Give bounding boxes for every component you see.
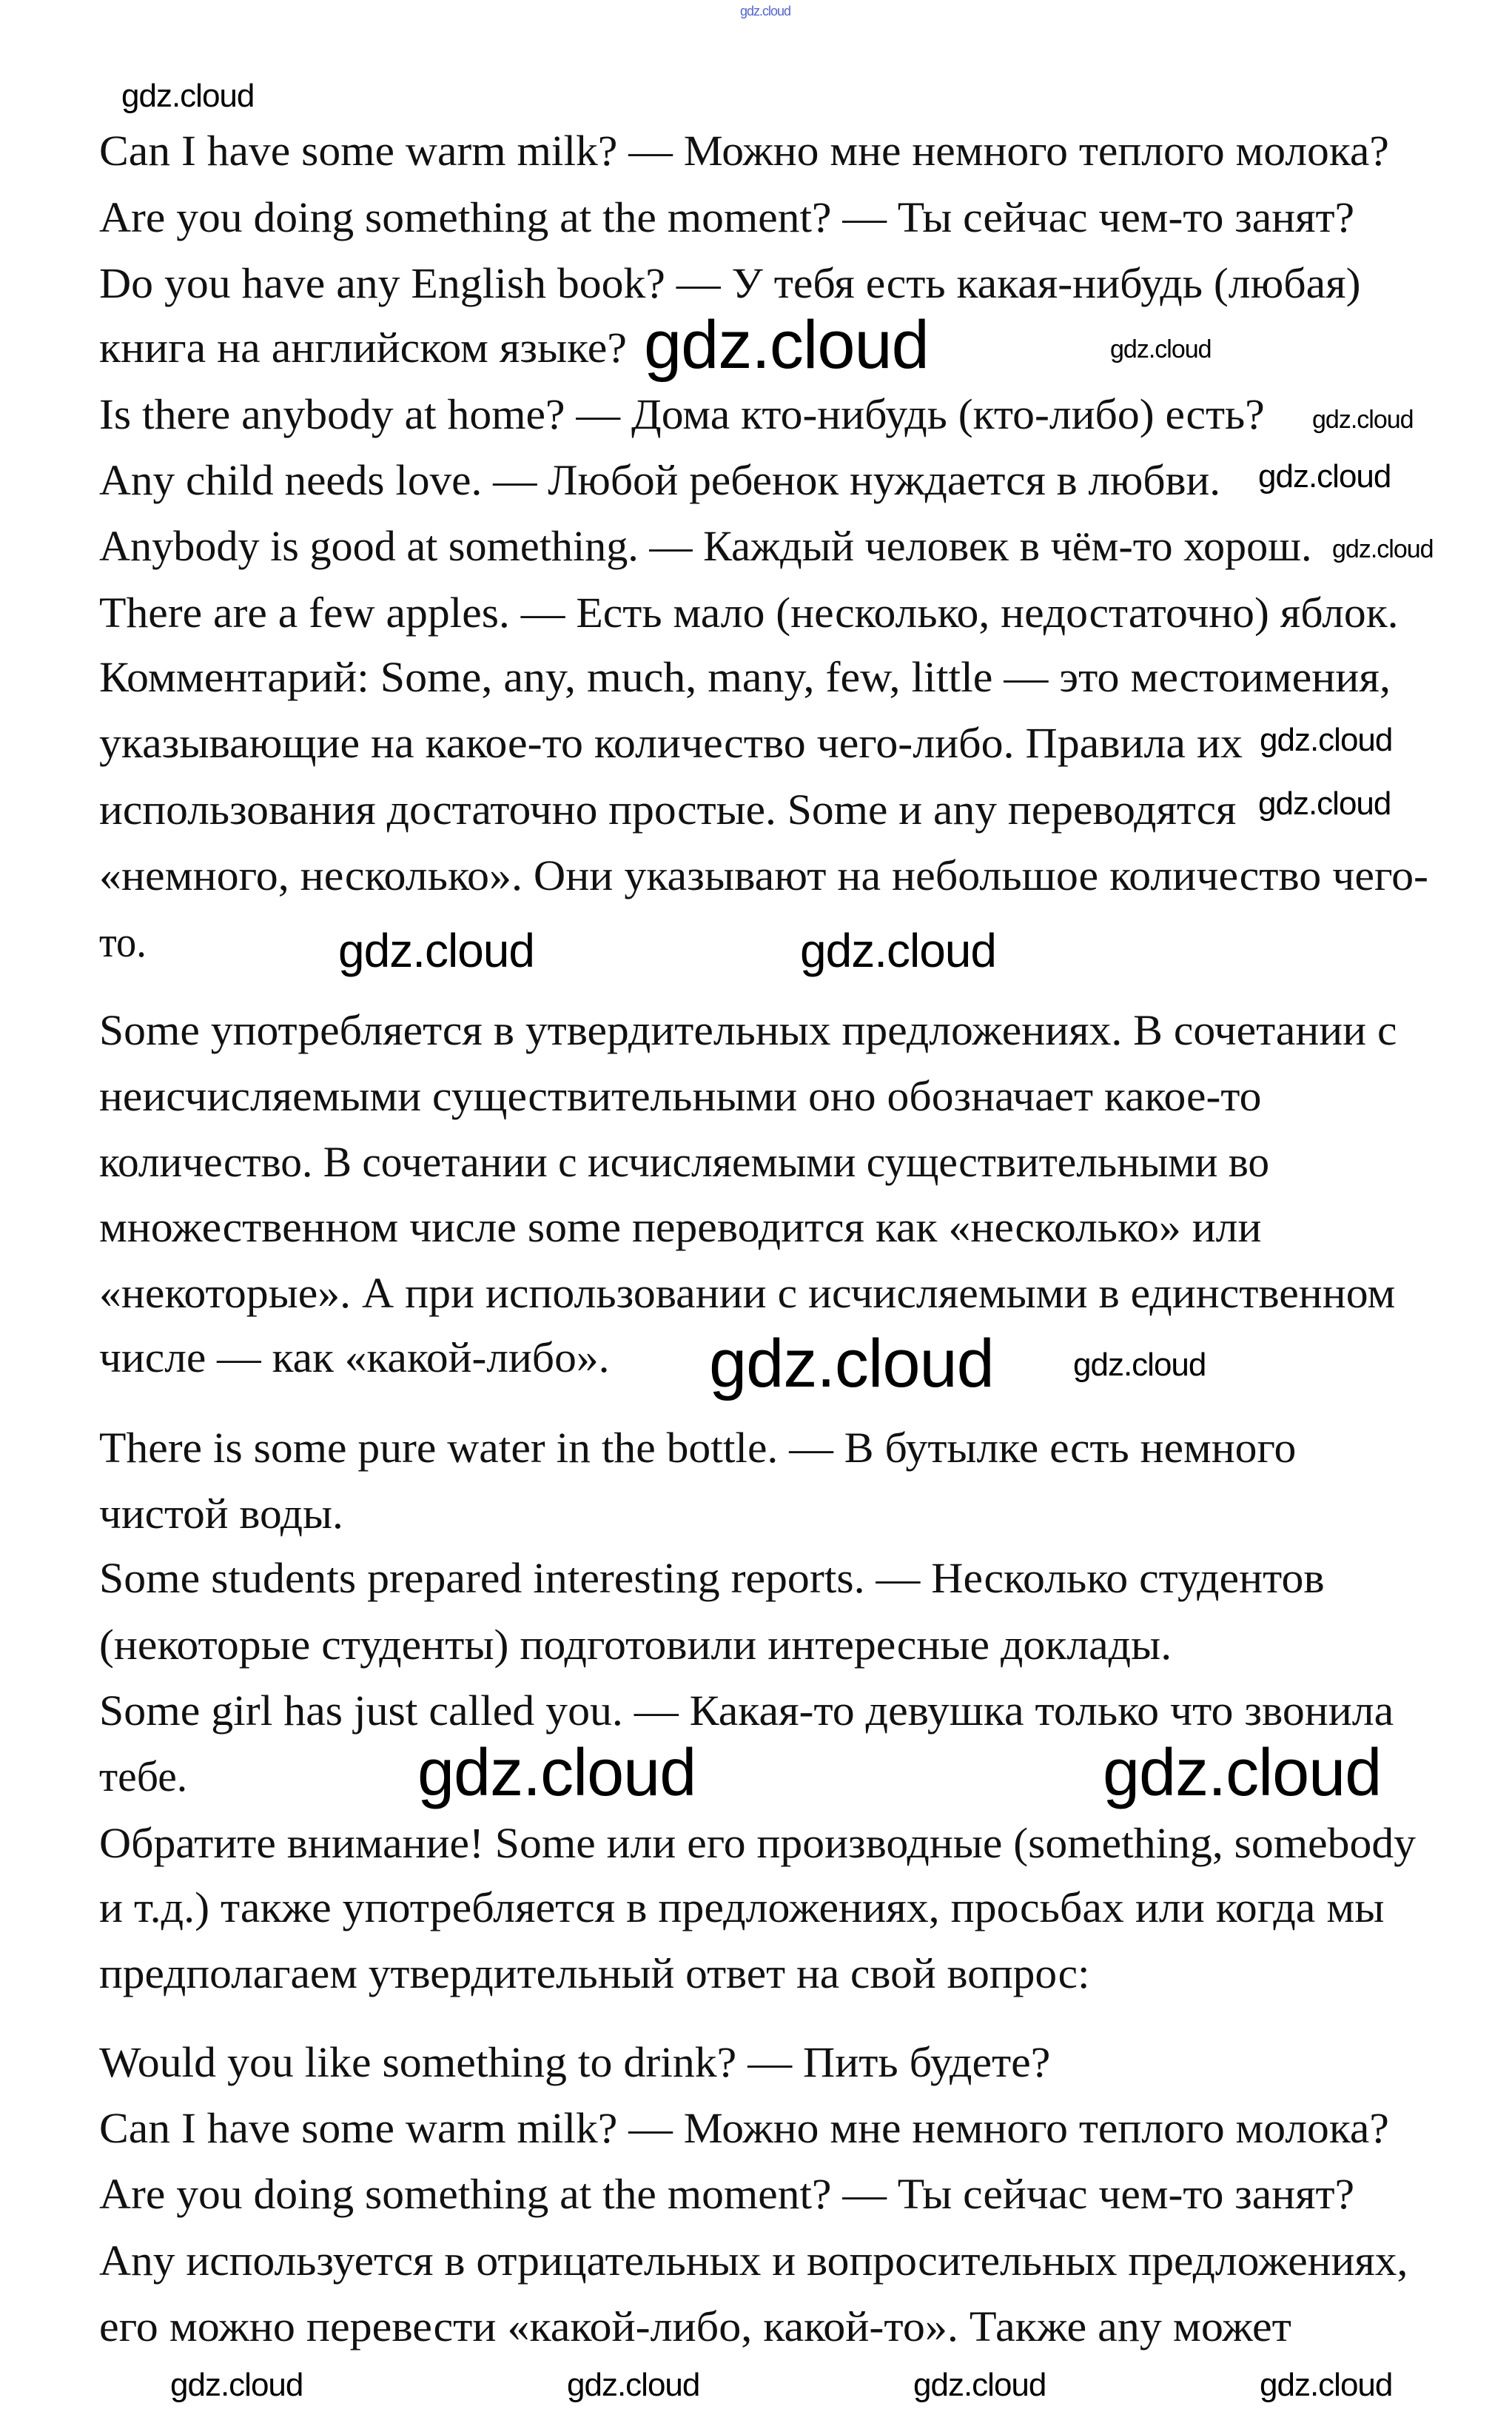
watermark: gdz.cloud xyxy=(1110,335,1212,363)
text-line: множественном числе some переводится как «несколько» или xyxy=(99,1202,1262,1251)
text-line: Would you like something to drink? — Пить будете? xyxy=(99,2037,1051,2086)
text-line: Anybody is good at something. — Каждый человек в чём-то хорош. xyxy=(99,522,1312,571)
watermark: gdz.cloud xyxy=(644,307,929,383)
text-line: There is some pure water in the bottle. — В бутылке есть немного xyxy=(99,1423,1297,1472)
watermark: gdz.cloud xyxy=(1073,1347,1206,1383)
watermark: gdz.cloud xyxy=(121,78,255,114)
text-line: (некоторые студенты) подготовили интересные доклады. xyxy=(99,1620,1172,1669)
text-line: чистой воды. xyxy=(99,1490,343,1538)
text-line: то. xyxy=(99,917,147,966)
watermark: gdz.cloud xyxy=(709,1326,994,1401)
text-line: тебе. xyxy=(99,1752,188,1801)
text-line: Is there anybody at home? — Дома кто-нибудь (кто-либо) есть? xyxy=(99,389,1265,438)
text-line: количество. В сочетании с исчисляемыми существительными во xyxy=(99,1138,1270,1187)
watermark: gdz.cloud xyxy=(417,1736,696,1810)
watermark: gdz.cloud xyxy=(338,924,534,977)
watermark: gdz.cloud xyxy=(170,2367,303,2403)
watermark: gdz.cloud xyxy=(567,2367,700,2403)
text-line: Some употребляется в утвердительных предложениях. В сочетании с xyxy=(99,1005,1397,1054)
watermark: gdz.cloud xyxy=(800,924,996,977)
watermark: gdz.cloud xyxy=(1258,785,1391,822)
text-line: указывающие на какое-то количество чего-либо. Правила их xyxy=(99,719,1243,768)
text-line: There are a few apples. — Есть мало (несколько, недостаточно) яблок. xyxy=(99,588,1399,637)
text-line: неисчисляемыми существительными оно обозначает какое-то xyxy=(99,1072,1262,1121)
watermark: gdz.cloud xyxy=(1332,535,1434,563)
text-line: Can I have some warm milk? — Можно мне немного теплого молока? xyxy=(99,127,1389,175)
text-line: и т.д.) также употребляется в предложениях, просьбах или когда мы xyxy=(99,1883,1385,1931)
text-line: Обратите внимание! Some или его производные (something, somebody xyxy=(99,1818,1417,1867)
text-line: Can I have some warm milk? — Можно мне немного теплого молока? xyxy=(99,2103,1389,2152)
watermark: gdz.cloud xyxy=(740,4,791,19)
text-line: Do you have any English book? — У тебя есть какая-нибудь (любая) xyxy=(99,259,1361,308)
text-line: Some students prepared interesting reports. — Несколько студентов xyxy=(99,1554,1325,1603)
text-line: «некоторые». А при использовании с исчисляемыми в единственном xyxy=(99,1269,1396,1318)
watermark: gdz.cloud xyxy=(1260,722,1393,758)
watermark: gdz.cloud xyxy=(1258,458,1391,495)
text-line: Are you doing something at the moment? — Ты сейчас чем-то занят? xyxy=(99,2170,1355,2219)
watermark: gdz.cloud xyxy=(913,2367,1046,2403)
text-line: Any child needs love. — Любой ребенок нуждается в любви. xyxy=(99,456,1221,505)
text-line: предполагаем утвердительный ответ на свой вопрос: xyxy=(99,1949,1090,1998)
text-line: его можно перевести «какой-либо, какой-то». Также any может xyxy=(99,2302,1291,2351)
watermark: gdz.cloud xyxy=(1260,2367,1393,2403)
text-line: Some girl has just called you. — Какая-то девушка только что звонила xyxy=(99,1686,1394,1735)
text-line: использования достаточно простые. Some и any переводятся xyxy=(99,785,1237,834)
watermark: gdz.cloud xyxy=(1103,1736,1382,1810)
text-line: книга на английском языке? xyxy=(99,324,627,372)
watermark: gdz.cloud xyxy=(1312,406,1414,434)
text-line: Комментарий: Some, any, much, many, few, little — это местоимения, xyxy=(99,653,1391,702)
text-line: «немного, несколько». Они указывают на небольшое количество чего- xyxy=(99,851,1429,900)
text-line: числе — как «какой-либо». xyxy=(99,1333,610,1382)
text-line: Any используется в отрицательных и вопросительных предложениях, xyxy=(99,2236,1408,2285)
text-line: Are you doing something at the moment? — Ты сейчас чем-то занят? xyxy=(99,192,1355,241)
